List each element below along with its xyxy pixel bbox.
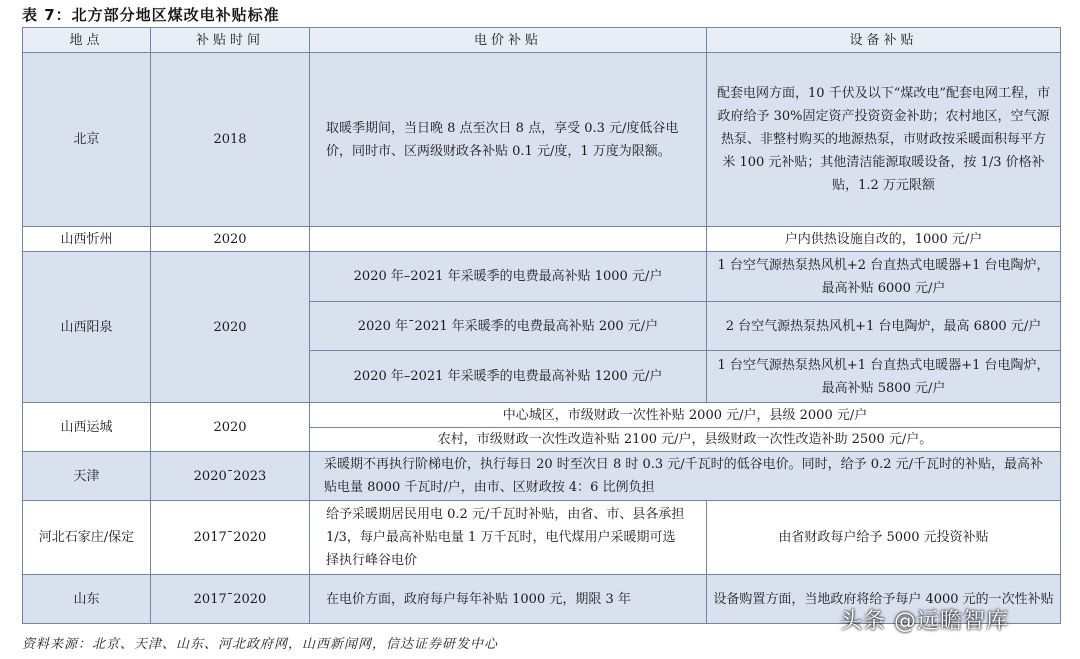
equipment-subsidy-cell: 由省财政每户给予 5000 元投资补贴	[707, 501, 1061, 575]
time-cell: 2018	[151, 53, 310, 227]
time-cell: 2017¯2020	[151, 501, 310, 575]
location-cell: 山西运城	[23, 403, 151, 452]
location-cell: 山西阳泉	[23, 252, 151, 403]
table-caption: 表 7：北方部分地区煤改电补贴标准	[22, 6, 280, 24]
table-row	[23, 403, 1061, 428]
time-cell: 2020¯2023	[151, 452, 310, 501]
table-row	[23, 501, 1061, 575]
price-subsidy-cell: 2020 年–2021 年采暖季的电费最高补贴 1200 元/户	[310, 351, 707, 403]
header-time: 补贴时间	[151, 28, 310, 53]
price-subsidy-cell	[310, 227, 707, 252]
header-row	[23, 28, 1061, 53]
table-row	[23, 452, 1061, 501]
time-cell: 2020	[151, 403, 310, 452]
price-subsidy-cell: 在电价方面，政府每户每年补贴 1000 元，期限 3 年	[310, 575, 707, 624]
price-subsidy-cell: 2020 年¯2021 年采暖季的电费最高补贴 200 元/户	[310, 302, 707, 351]
table-row	[23, 53, 1061, 227]
header-price-subsidy: 电价补贴	[310, 28, 707, 53]
price-subsidy-cell: 取暖季期间，当日晚 8 点至次日 8 点，享受 0.3 元/度低谷电价，同时市、区两级财政各补贴 0.1 元/度，1 万度为限额。	[310, 53, 707, 227]
equipment-subsidy-cell: 2 台空气源热泵热风机+1 台电陶炉，最高 6800 元/户	[707, 302, 1061, 351]
table-row	[23, 227, 1061, 252]
combined-subsidy-cell: 中心城区，市级财政一次性补贴 2000 元/户，县级 2000 元/户	[310, 403, 1061, 428]
header-location: 地点	[23, 28, 151, 53]
equipment-subsidy-cell: 户内供热设施自改的，1000 元/户	[707, 227, 1061, 252]
location-cell: 山西忻州	[23, 227, 151, 252]
subsidy-table	[22, 27, 1061, 624]
equipment-subsidy-cell: 配套电网方面，10 千伏及以下“煤改电”配套电网工程，市政府给予 30%固定资产投资资金补助；农村地区，空气源热泵、非整村购买的地源热泵，市财政按采暖面积每平方米 100 元补贴；其他清洁能源取暖设备，按 1/3 价格补贴，1.2 万元限额	[707, 53, 1061, 227]
location-cell: 天津	[23, 452, 151, 501]
location-cell: 河北石家庄/保定	[23, 501, 151, 575]
header-equipment-subsidy: 设备补贴	[707, 28, 1061, 53]
equipment-subsidy-cell: 1 台空气源热泵热风机+1 台直热式电暖器+1 台电陶炉，最高补贴 5800 元/户	[707, 351, 1061, 403]
combined-subsidy-cell: 采暖期不再执行阶梯电价，执行每日 20 时至次日 8 时 0.3 元/千瓦时的低谷电价。同时，给予 0.2 元/千瓦时的补贴，最高补贴电量 8000 千瓦时/户，由市、区财政按 4：6 比例负担	[310, 452, 1061, 501]
source-note: 资料来源：北京、天津、山东、河北政府网，山西新闻网，信达证券研发中心	[22, 637, 499, 652]
price-subsidy-cell: 2020 年–2021 年采暖季的电费最高补贴 1000 元/户	[310, 252, 707, 302]
table-row	[23, 252, 1061, 302]
equipment-subsidy-cell: 设备购置方面，当地政府将给予每户 4000 元的一次性补贴	[707, 575, 1061, 624]
combined-subsidy-cell: 农村，市级财政一次性改造补贴 2100 元/户，县级财政一次性改造补助 2500 元/户。	[310, 428, 1061, 452]
price-subsidy-cell: 给予采暖期居民用电 0.2 元/千瓦时补贴，由省、市、县各承担 1/3，每户最高补贴电量 1 万千瓦时，电代煤用户采暖期可选择执行峰谷电价	[310, 501, 707, 575]
time-cell: 2020	[151, 252, 310, 403]
location-cell: 山东	[23, 575, 151, 624]
time-cell: 2020	[151, 227, 310, 252]
watermark: 头条 @远瞻智库	[840, 609, 1009, 634]
time-cell: 2017¯2020	[151, 575, 310, 624]
location-cell: 北京	[23, 53, 151, 227]
equipment-subsidy-cell: 1 台空气源热泵热风机+2 台直热式电暖器+1 台电陶炉，最高补贴 6000 元/户	[707, 252, 1061, 302]
